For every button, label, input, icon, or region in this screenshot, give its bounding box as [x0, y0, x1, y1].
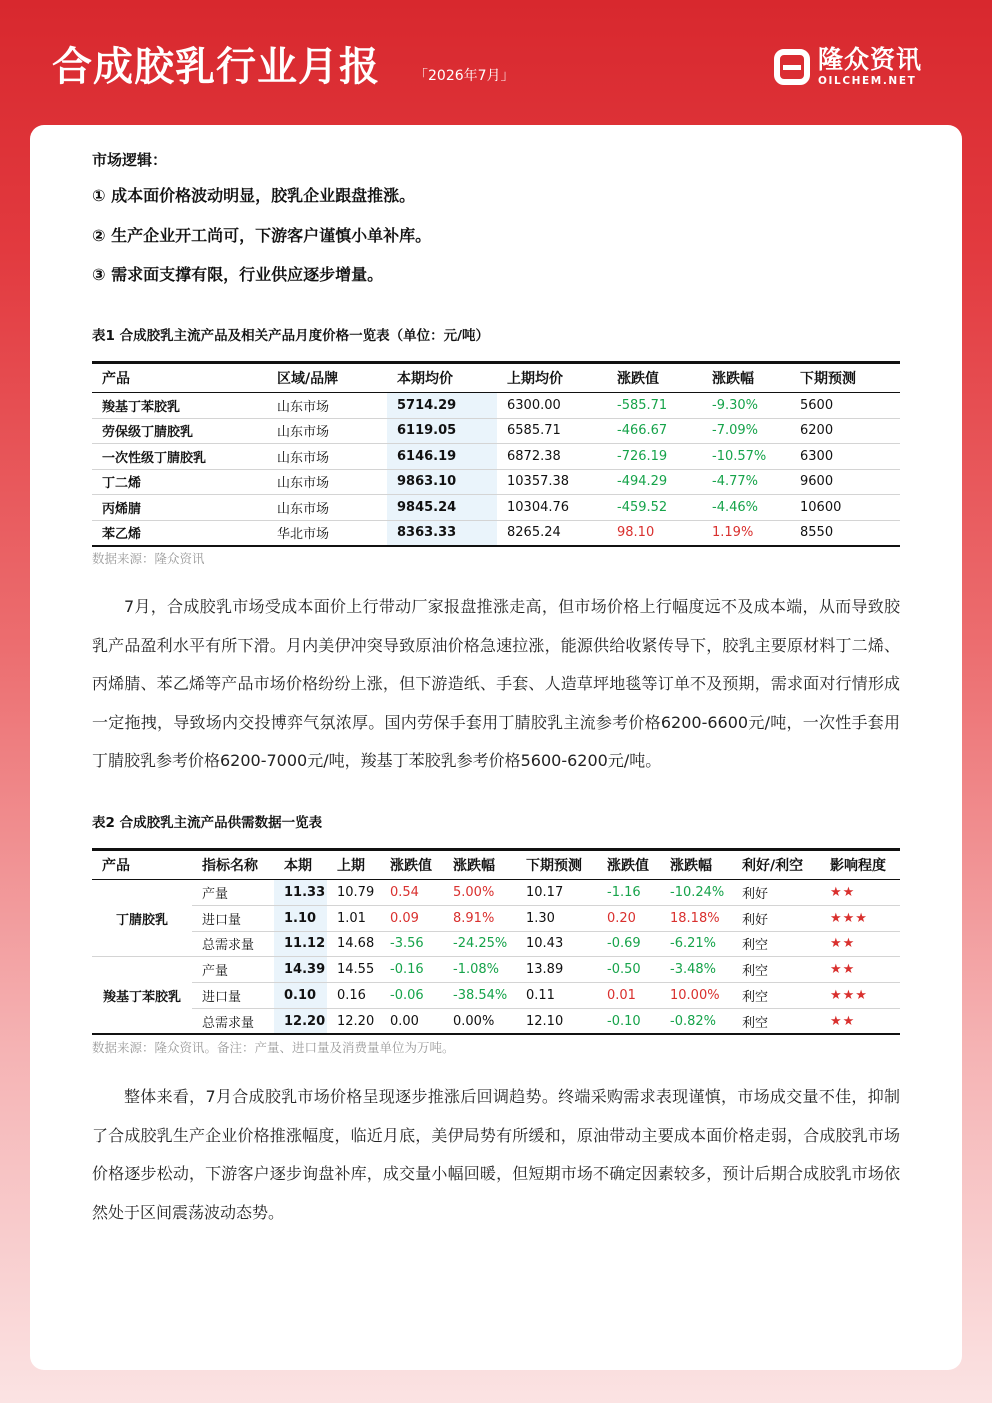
- forecast-cell: 12.10: [516, 1008, 597, 1034]
- change-cell: 0.54: [380, 880, 443, 906]
- col-header: 影响程度: [820, 850, 900, 880]
- forecast-cell: 10.17: [516, 880, 597, 906]
- forecast-cell: 10.43: [516, 931, 597, 957]
- current-price-cell: 9845.24: [387, 495, 497, 521]
- price-table: [92, 361, 900, 547]
- table1-source: 数据来源：隆众资讯: [92, 551, 205, 566]
- forecast-cell: 13.89: [516, 957, 597, 983]
- product-cell: 丁二烯: [92, 469, 267, 495]
- current-cell: 0.10: [274, 983, 327, 1009]
- impact-level-stars: ★★: [820, 1008, 900, 1034]
- brand-logo: [774, 47, 939, 89]
- previous-price-cell: 10304.76: [497, 495, 607, 521]
- product-cell: 羧基丁苯胶乳: [92, 393, 267, 419]
- current-cell: 11.33: [274, 880, 327, 906]
- impact-cell: 利空: [732, 957, 820, 983]
- previous-price-cell: 8265.24: [497, 520, 607, 546]
- change-pct-cell: -38.54%: [443, 983, 516, 1009]
- table-row: [92, 880, 900, 906]
- table2-source: 数据来源：隆众资讯。备注：产量、进口量及消费量单位为万吨。: [92, 1040, 455, 1055]
- table-row: [92, 1008, 900, 1034]
- impact-cell: 利好: [732, 905, 820, 931]
- logo-e-icon: [774, 49, 810, 85]
- forecast-change-cell: 0.01: [597, 983, 660, 1009]
- logo-cn: 隆众资讯: [818, 45, 923, 74]
- forecast-cell: 5600: [790, 393, 900, 419]
- change-cell: -494.29: [607, 469, 702, 495]
- col-header: 本期: [274, 850, 327, 880]
- table2-caption: 表2 合成胶乳主流产品供需数据一览表: [92, 815, 323, 831]
- table-row: [92, 444, 900, 470]
- report-period: 「2026年7月」: [414, 68, 515, 84]
- forecast-change-cell: -0.69: [597, 931, 660, 957]
- col-header: 涨跌幅: [443, 850, 516, 880]
- change-cell: -0.16: [380, 957, 443, 983]
- change-cell: -585.71: [607, 393, 702, 419]
- forecast-change-cell: 0.20: [597, 905, 660, 931]
- previous-cell: 10.79: [327, 880, 380, 906]
- change-pct-cell: -4.46%: [702, 495, 790, 521]
- previous-price-cell: 10357.38: [497, 469, 607, 495]
- product-cell: 苯乙烯: [92, 520, 267, 546]
- col-header: 涨跌值: [380, 850, 443, 880]
- impact-level-stars: ★★★: [820, 983, 900, 1009]
- analysis-paragraph-1: 7月，合成胶乳市场受成本面价上行带动厂家报盘推涨走高，但市场价格上行幅度远不及成本端，从而导致胶乳产品盈利水平有所下滑。月内美伊冲突导致原油价格急速拉涨，能源供给收紧传导下，胶乳主要原材料丁二烯、丙烯腈、苯乙烯等产品市场价格纷纷上涨，但下游造纸、手套、人造草坪地毯等订单不及预期，需求面对行情形成一定拖拽，导致场内交投博弈气氛浓厚。国内劳保手套用丁腈胶乳主流参考价格6200-6600元/吨，一次性手套用丁腈胶乳参考价格6200-7000元/吨，羧基丁苯胶乳参考价格5600-6200元/吨。: [92, 597, 900, 770]
- forecast-cell: 6200: [790, 418, 900, 444]
- previous-cell: 14.68: [327, 931, 380, 957]
- col-header: 产品: [92, 850, 192, 880]
- current-cell: 12.20: [274, 1008, 327, 1034]
- change-pct-cell: -7.09%: [702, 418, 790, 444]
- impact-level-stars: ★★: [820, 880, 900, 906]
- forecast-cell: 6300: [790, 444, 900, 470]
- impact-level-stars: ★★: [820, 957, 900, 983]
- region-cell: 山东市场: [267, 469, 387, 495]
- col-header: 区域/品牌: [267, 363, 387, 393]
- logic-point-1: ① 成本面价格波动明显，胶乳企业跟盘推涨。: [92, 186, 416, 205]
- change-cell: -726.19: [607, 444, 702, 470]
- impact-cell: 利空: [732, 1008, 820, 1034]
- change-pct-cell: -10.57%: [702, 444, 790, 470]
- previous-cell: 14.55: [327, 957, 380, 983]
- change-pct-cell: 0.00%: [443, 1008, 516, 1034]
- current-price-cell: 6146.19: [387, 444, 497, 470]
- report-title: 合成胶乳行业月报: [52, 44, 380, 90]
- forecast-change-cell: -0.50: [597, 957, 660, 983]
- current-cell: 14.39: [274, 957, 327, 983]
- forecast-cell: 9600: [790, 469, 900, 495]
- supply-demand-table: [92, 848, 900, 1035]
- table-row: [92, 905, 900, 931]
- table-row: [92, 418, 900, 444]
- change-pct-cell: -1.08%: [443, 957, 516, 983]
- product-group-cell: 羧基丁苯胶乳: [92, 957, 192, 1034]
- forecast-change-cell: -1.16: [597, 880, 660, 906]
- change-cell: -0.06: [380, 983, 443, 1009]
- col-header: 下期预测: [516, 850, 597, 880]
- change-cell: -466.67: [607, 418, 702, 444]
- forecast-pct-cell: -6.21%: [660, 931, 732, 957]
- previous-cell: 12.20: [327, 1008, 380, 1034]
- previous-cell: 0.16: [327, 983, 380, 1009]
- indicator-cell: 进口量: [192, 983, 274, 1009]
- table-header-row: [92, 850, 900, 880]
- impact-cell: 利好: [732, 880, 820, 906]
- forecast-pct-cell: -3.48%: [660, 957, 732, 983]
- forecast-pct-cell: -10.24%: [660, 880, 732, 906]
- forecast-cell: 10600: [790, 495, 900, 521]
- forecast-cell: 8550: [790, 520, 900, 546]
- logic-point-3: ③ 需求面支撑有限，行业供应逐步增量。: [92, 265, 384, 284]
- previous-price-cell: 6872.38: [497, 444, 607, 470]
- region-cell: 山东市场: [267, 418, 387, 444]
- col-header: 指标名称: [192, 850, 274, 880]
- impact-cell: 利空: [732, 931, 820, 957]
- table-row: [92, 495, 900, 521]
- change-pct-cell: 1.19%: [702, 520, 790, 546]
- logo-en: OILCHEM.NET: [818, 75, 917, 87]
- table1-caption: 表1 合成胶乳主流产品及相关产品月度价格一览表（单位：元/吨）: [92, 328, 490, 344]
- col-header: 涨跌值: [607, 363, 702, 393]
- product-cell: 一次性级丁腈胶乳: [92, 444, 267, 470]
- col-header: 利好/利空: [732, 850, 820, 880]
- previous-price-cell: 6300.00: [497, 393, 607, 419]
- change-pct-cell: -4.77%: [702, 469, 790, 495]
- product-cell: 劳保级丁腈胶乳: [92, 418, 267, 444]
- forecast-pct-cell: 10.00%: [660, 983, 732, 1009]
- region-cell: 山东市场: [267, 444, 387, 470]
- col-header: 产品: [92, 363, 267, 393]
- indicator-cell: 产量: [192, 957, 274, 983]
- table-row: [92, 469, 900, 495]
- indicator-cell: 进口量: [192, 905, 274, 931]
- col-header: 本期均价: [387, 363, 497, 393]
- current-price-cell: 8363.33: [387, 520, 497, 546]
- previous-price-cell: 6585.71: [497, 418, 607, 444]
- forecast-cell: 1.30: [516, 905, 597, 931]
- table-row: [92, 983, 900, 1009]
- col-header: 上期: [327, 850, 380, 880]
- col-header: 下期预测: [790, 363, 900, 393]
- change-cell: -3.56: [380, 931, 443, 957]
- change-pct-cell: 5.00%: [443, 880, 516, 906]
- market-logic-title: 市场逻辑：: [92, 151, 168, 169]
- indicator-cell: 总需求量: [192, 931, 274, 957]
- forecast-pct-cell: -0.82%: [660, 1008, 732, 1034]
- forecast-pct-cell: 18.18%: [660, 905, 732, 931]
- impact-level-stars: ★★★: [820, 905, 900, 931]
- change-cell: -459.52: [607, 495, 702, 521]
- impact-cell: 利空: [732, 983, 820, 1009]
- change-pct-cell: 8.91%: [443, 905, 516, 931]
- change-cell: 0.09: [380, 905, 443, 931]
- impact-level-stars: ★★: [820, 931, 900, 957]
- col-header: 涨跌幅: [702, 363, 790, 393]
- indicator-cell: 总需求量: [192, 1008, 274, 1034]
- change-pct-cell: -24.25%: [443, 931, 516, 957]
- product-cell: 丙烯腈: [92, 495, 267, 521]
- change-pct-cell: -9.30%: [702, 393, 790, 419]
- logic-point-2: ② 生产企业开工尚可，下游客户谨慎小单补库。: [92, 226, 432, 245]
- table-row: [92, 957, 900, 983]
- current-price-cell: 5714.29: [387, 393, 497, 419]
- col-header: 涨跌幅: [660, 850, 732, 880]
- region-cell: 华北市场: [267, 520, 387, 546]
- region-cell: 山东市场: [267, 495, 387, 521]
- product-group-cell: 丁腈胶乳: [92, 880, 192, 957]
- current-cell: 11.12: [274, 931, 327, 957]
- indicator-cell: 产量: [192, 880, 274, 906]
- change-cell: 0.00: [380, 1008, 443, 1034]
- analysis-paragraph-2: 整体来看，7月合成胶乳市场价格呈现逐步推涨后回调趋势。终端采购需求表现谨慎，市场成交量不佳，抑制了合成胶乳生产企业价格推涨幅度，临近月底，美伊局势有所缓和，原油带动主要成本面价格走弱，合成胶乳市场价格逐步松动，下游客户逐步询盘补库，成交量小幅回暖，但短期市场不确定因素较多，预计后期合成胶乳市场依然处于区间震荡波动态势。: [92, 1087, 900, 1222]
- report-header: [0, 0, 992, 125]
- previous-cell: 1.01: [327, 905, 380, 931]
- forecast-change-cell: -0.10: [597, 1008, 660, 1034]
- table-row: [92, 931, 900, 957]
- table-header-row: [92, 363, 900, 393]
- current-price-cell: 9863.10: [387, 469, 497, 495]
- col-header: 涨跌值: [597, 850, 660, 880]
- table-row: [92, 520, 900, 546]
- col-header: 上期均价: [497, 363, 607, 393]
- current-price-cell: 6119.05: [387, 418, 497, 444]
- current-cell: 1.10: [274, 905, 327, 931]
- table-row: [92, 393, 900, 419]
- region-cell: 山东市场: [267, 393, 387, 419]
- forecast-cell: 0.11: [516, 983, 597, 1009]
- change-cell: 98.10: [607, 520, 702, 546]
